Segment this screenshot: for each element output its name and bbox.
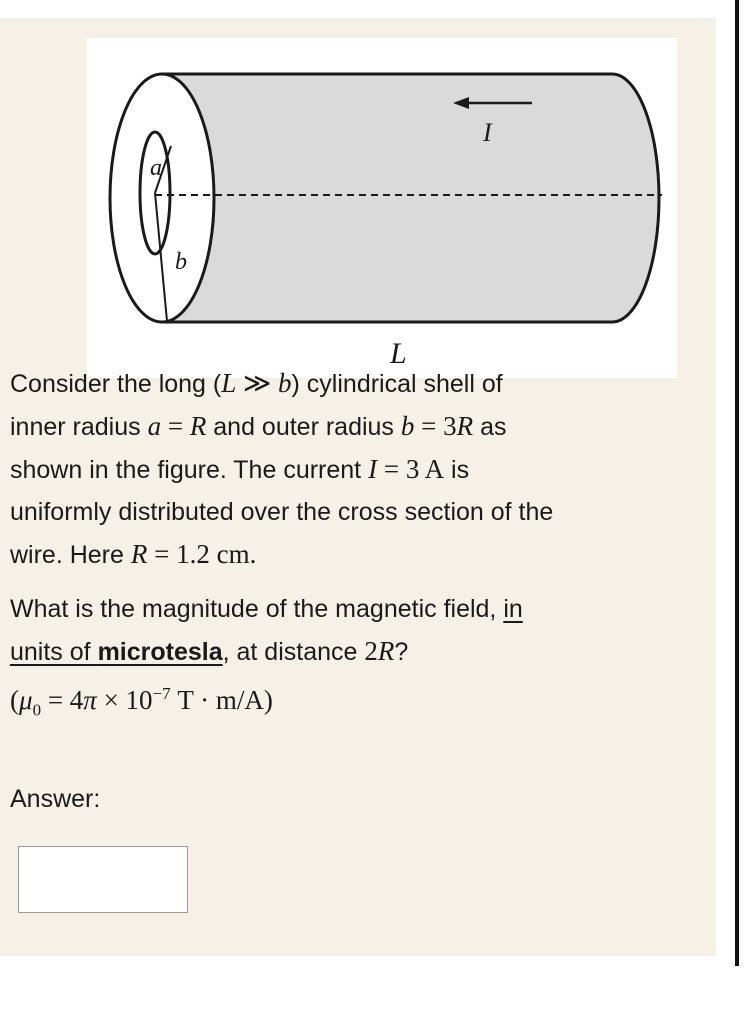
cylinder-body	[162, 74, 659, 322]
cylinder-diagram	[87, 38, 677, 378]
mu-constant: ($\mu_0 = 4\pi \times 10^{-7}$ T · m/A)	[10, 684, 273, 720]
label-current: I	[483, 118, 492, 147]
question-paragraph-2: What is the magnitude of the magnetic field, in units of microtesla, at distance 2R? ($\mu_0 = 4\pi \times 10^{-7}$ T · m/A)	[10, 595, 523, 720]
answer-input[interactable]	[18, 846, 188, 913]
label-b: b	[175, 249, 187, 275]
answer-label: Answer:	[10, 785, 101, 813]
label-a: a	[150, 155, 162, 181]
scroll-edge-line	[735, 0, 739, 966]
question-paragraph-1: Consider the long (L ≫ b) cylindrical shell of inner radius a = R and outer radius b = 3R as shown in the figure. The current I = 3 A is uniformly distributed over the cross section of the wire. Here R = 1.2 cm.	[10, 368, 554, 569]
cylinder-figure	[87, 38, 677, 378]
label-length: L	[390, 337, 407, 370]
